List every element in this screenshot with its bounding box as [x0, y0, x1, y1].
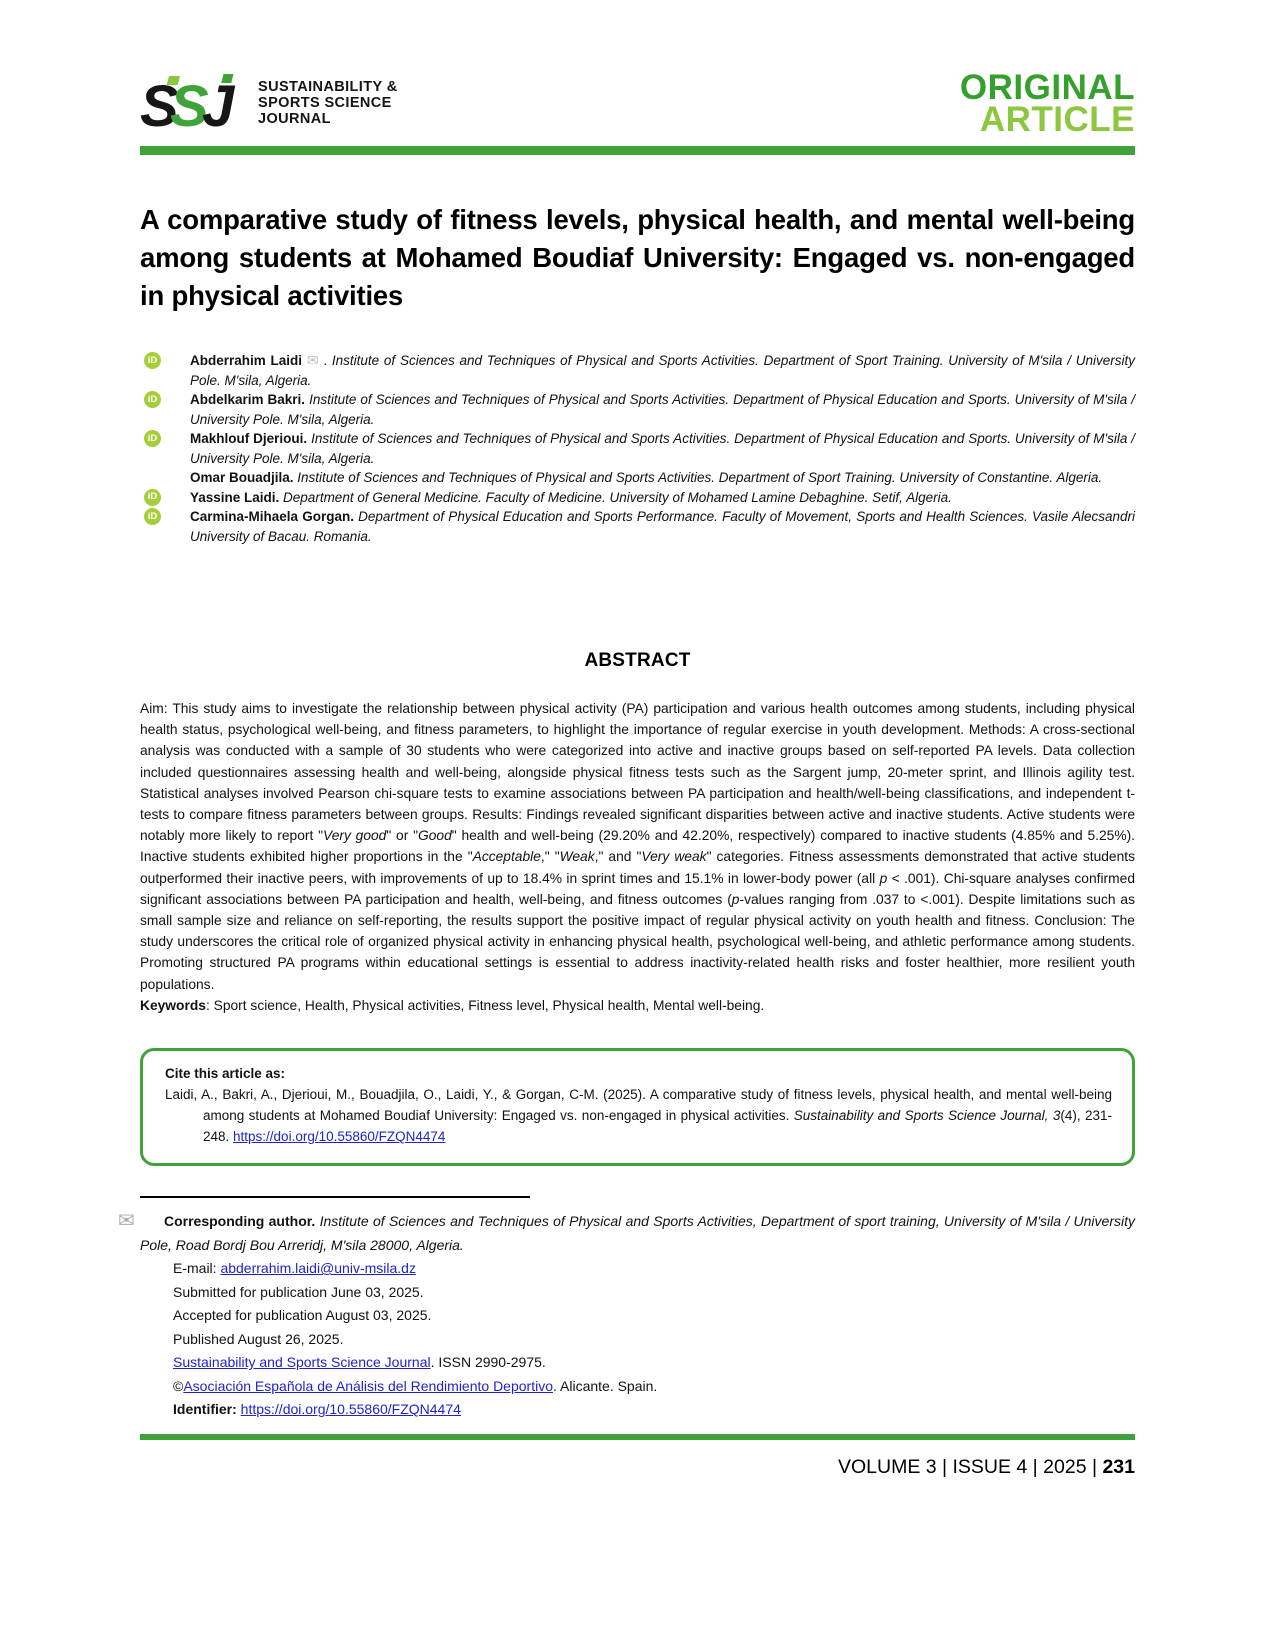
identifier-doi-link[interactable]: https://doi.org/10.55860/FZQN4474 — [240, 1401, 461, 1418]
orcid-icon[interactable]: iD — [144, 391, 161, 408]
author-line: Makhlouf Djerioui. Institute of Sciences and Techniques of Physical and Sports Activities. Department of Physical Education and Sports. University of M'sila / University Pole. M'sila, Algeria. — [190, 431, 1136, 466]
svg-text:S: S — [170, 74, 202, 138]
author-line: Omar Bouadjila. Institute of Sciences and Techniques of Physical and Sports Activities. Department of Sport Training. University of Constantine. Algeria. — [190, 470, 1103, 485]
journal-logo — [140, 72, 398, 138]
info-line-accepted: Accepted for publication August 03, 2025. — [173, 1307, 432, 1324]
orcid-icon[interactable]: iD — [144, 352, 161, 369]
svg-text:J: J — [202, 74, 228, 138]
header — [140, 0, 1135, 138]
author-entry — [140, 507, 1135, 546]
publication-info — [173, 1257, 1135, 1422]
envelope-icon[interactable]: ✉ — [306, 352, 319, 368]
article-type-badge — [959, 68, 1135, 139]
page-footer — [140, 1456, 1135, 1479]
header-divider — [140, 146, 1135, 155]
orcid-icon[interactable]: iD — [144, 430, 161, 447]
info-line-published: Published August 26, 2025. — [173, 1330, 344, 1347]
footnote-separator-rule — [140, 1196, 530, 1198]
cite-box — [140, 1048, 1135, 1166]
author-entry — [140, 390, 1135, 429]
article-type-line2: ARTICLE — [979, 100, 1135, 139]
author-list — [140, 351, 1135, 546]
author-entry — [140, 488, 1135, 508]
footer-divider — [140, 1434, 1135, 1440]
info-line-copyright: ©Asociación Española de Análisis del Rendimiento Deportivo. Alicante. Spain. — [173, 1377, 658, 1394]
author-entry — [140, 429, 1135, 468]
abstract-heading: ABSTRACT — [584, 650, 691, 671]
correspondence-section — [118, 1210, 1135, 1422]
svg-text:S: S — [140, 74, 172, 138]
cite-label: Cite this article as: — [165, 1066, 286, 1082]
journal-name-line2: SPORTS SCIENCE — [258, 95, 392, 111]
author-entry — [140, 468, 1135, 488]
email-link[interactable]: abderrahim.laidi@univ-msila.dz — [220, 1260, 416, 1277]
journal-name — [258, 72, 398, 127]
author-line: Carmina-Mihaela Gorgan. Department of Physical Education and Sports Performance. Faculty of Movement, Sports and Health Sciences. Vasile Alecsandri University of Bacau. Romania. — [190, 509, 1135, 544]
orcid-icon[interactable]: iD — [144, 489, 161, 506]
author-entry — [140, 351, 1135, 390]
association-link[interactable]: Asociación Española de Análisis del Rendimiento Deportivo — [183, 1377, 553, 1394]
author-line: Abderrahim Laidi ✉ . Institute of Sciences and Techniques of Physical and Sports Activities. Department of Sport Training. University of M'sila / University Pole. M'sila, Algeria. — [190, 352, 1135, 388]
journal-name-line3: JOURNAL — [258, 111, 331, 127]
author-line: Yassine Laidi. Department of General Medicine. Faculty of Medicine. University of Mohamed Lamine Debaghine. Setif, Algeria. — [190, 489, 952, 505]
keywords-line: Keywords: Sport science, Health, Physical activities, Fitness level, Physical health, Mental well-being. — [140, 997, 765, 1013]
abstract-text: Aim: This study aims to investigate the relationship between physical activity (PA) participation and various health outcomes among students, including physical health status, psychological well-being, and fitness parameters, to highlight the importance of regular exercise in youth development. Methods: A cross-sectional analysis was conducted with a sample of 30 students who were categorized into active and inactive groups based on self-reported PA levels. Data collection included questionnaires assessing health and well-being, alongside physical fitness tests such as the Sargent jump, 20-meter sprint, and Illinois agility test. Statistical analyses involved Pearson chi-square tests to examine associations between PA participation and health/well-being classifications, and independent t-tests to compare fitness parameters between groups. Results: Findings revealed significant disparities between active and inactive students. Active students were notably more likely to report "Very good" or "Good" health and well-being (29.20% and 42.20%, respectively) compared to inactive students (4.85% and 5.25%). Inactive students exhibited higher proportions in the "Acceptable," "Weak," and "Very weak" categories. Fitness assessments demonstrated that active students outperformed their inactive peers, with improvements of up to 18.4% in sprint times and 15.1% in lower-body power (all p < .001). Chi-square analyses confirmed significant associations between PA participation and health, well-being, and fitness outcomes (p-values ranging from .037 to <.001). Despite limitations such as small sample size and reliance on self-reporting, the results support the positive impact of regular physical activity on youth health and fitness. Conclusion: The study underscores the critical role of organized physical activity in enhancing physical health, psychological well-being, and athletic performance among students. Promoting structured PA programs within educational settings is essential to address inactivity-related health risks and foster healthier, more resilient youth populations. — [140, 701, 1136, 992]
info-line-identifier: Identifier: https://doi.org/10.55860/FZQN4474 — [173, 1401, 461, 1418]
cite-citation: Laidi, A., Bakri, A., Djerioui, M., Bouadjila, O., Laidi, Y., & Gorgan, C-M. (2025). A comparative study of fitness levels, physical health, and mental well-being among students at Mohamed Boudiaf University: Engaged vs. non-engaged in physical activities. Sustainability and Sports Science Journal, 3(4), 231-248. https://doi.org/10.55860/FZQN4474 — [165, 1087, 1112, 1145]
envelope-icon: ✉ — [118, 1210, 135, 1233]
info-line-submitted: Submitted for publication June 03, 2025. — [173, 1283, 424, 1300]
volume-issue-page-info: VOLUME 3 | ISSUE 4 | 2025 | 231 — [837, 1455, 1135, 1478]
orcid-icon[interactable]: iD — [144, 508, 161, 525]
journal-link[interactable]: Sustainability and Sports Science Journal — [173, 1354, 431, 1371]
author-line: Abdelkarim Bakri. Institute of Sciences and Techniques of Physical and Sports Activities. Department of Physical Education and Sports. University of M'sila / University Pole. M'sila, Algeria. — [190, 392, 1136, 427]
journal-logo-icon — [140, 72, 248, 138]
page-title: A comparative study of fitness levels, physical health, and mental well-being among students at Mohamed Boudiaf University: Engaged vs. non-engaged in physical activities — [140, 204, 1135, 311]
cite-doi-link[interactable]: https://doi.org/10.55860/FZQN4474 — [233, 1129, 446, 1145]
info-line-journal-issn: Sustainability and Sports Science Journal. ISSN 2990-2975. — [173, 1354, 546, 1371]
journal-name-line1: SUSTAINABILITY & — [258, 79, 398, 95]
corresponding-author-paragraph: Corresponding author. Institute of Sciences and Techniques of Physical and Sports Activities, Department of sport training, University of M'sila / University Pole, Road Bordj Bou Arreridj, M'sila 28000, Algeria. — [140, 1213, 1135, 1253]
article-type-line1: ORIGINAL — [959, 68, 1135, 107]
info-line-email: E-mail: abderrahim.laidi@univ-msila.dz — [173, 1260, 416, 1277]
